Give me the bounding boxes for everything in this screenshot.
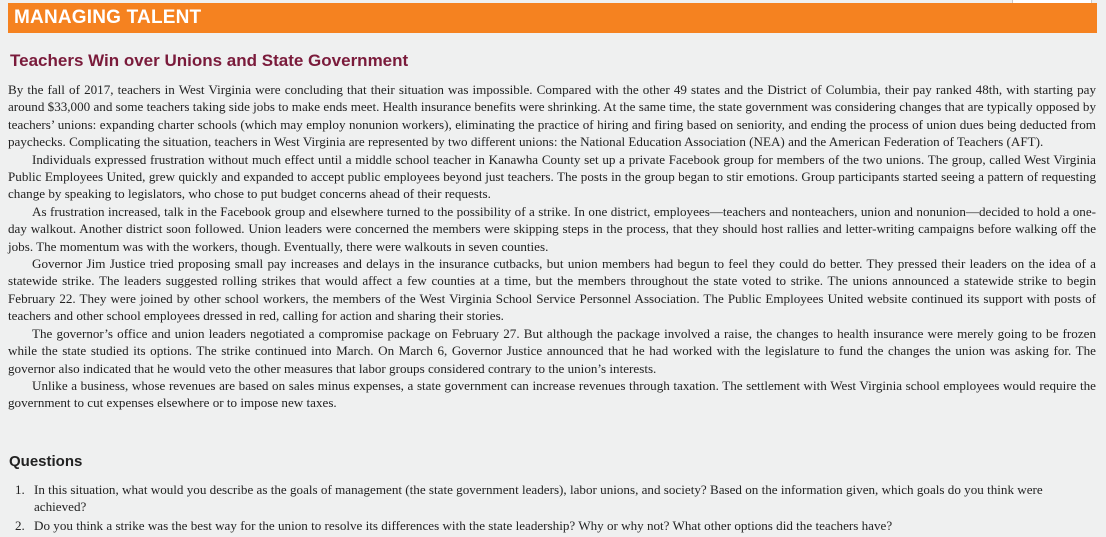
question-number: 1. (15, 482, 25, 497)
case-body (8, 81, 1096, 412)
question-number: 2. (15, 517, 25, 533)
questions-heading: Questions (9, 453, 83, 470)
question-text: In this situation, what would you describe as the goals of management (the state government leaders), labor unions, and society? Based on the information given, which goals do you think were achieved? (34, 482, 1043, 515)
case-paragraph: Individuals expressed frustration without much effect until a middle school teacher in Kanawha County set up a private Facebook group for members of the two unions. The group, called West Virginia Public Employees United, grew quickly and expanded to accept public employees beyond just teachers. The posts in the group began to stir emotions. Group participants started seeing a pattern of requesting change by speaking to legislators, who chose to put budget concerns ahead of their requests. (8, 151, 1096, 202)
questions-list (15, 481, 1096, 535)
case-paragraph: By the fall of 2017, teachers in West Virginia were concluding that their situation was impossible. Compared with the other 49 states and the District of Columbia, their pay ranked 48th, with starting pay around $33,000 and some teachers taking side jobs to make ends meet. Health insurance benefits were shrinking. At the same time, the state government was considering changes that are typically opposed by teachers’ unions: expanding charter schools (which may employ nonunion workers), eliminating the practice of hiring and firing based on seniority, and ending the process of union dues being deducted from paychecks. Complicating the situation, teachers in West Virginia are represented by two different unions: the National Education Association (NEA) and the American Federation of Teachers (AFT). (8, 82, 1096, 150)
banner-title: MANAGING TALENT (14, 7, 202, 28)
question-text: Do you think a strike was the best way for the union to resolve its differences with the state leadership? Why or why not? What other options did the teachers have? (34, 517, 893, 533)
case-title: Teachers Win over Unions and State Government (10, 51, 409, 70)
case-paragraph: As frustration increased, talk in the Facebook group and elsewhere turned to the possibility of a strike. In one district, employees—teachers and nonteachers, union and nonunion—decided to hold a one-day walkout. Another district soon followed. Union leaders were concerned the members were skipping steps in the process, that they should host rallies and letter-writing campaigns before walking off the jobs. The momentum was with the workers, though. Eventually, there were walkouts in seven counties. (8, 203, 1096, 254)
section-banner (8, 3, 1097, 33)
case-paragraph: Governor Jim Justice tried proposing small pay increases and delays in the insurance cutbacks, but union members had begun to feel they could do better. They pressed their leaders on the idea of a statewide strike. The leaders suggested rolling strikes that would affect a few counties at a time, but the members throughout the state voted to strike. The unions announced a statewide strike to begin February 22. They were joined by other school workers, the members of the West Virginia School Service Personnel Association. The Public Employees United website continued its support with posts of teachers and other school employees dressed in red, calling for action and sharing their stories. (8, 256, 1096, 324)
question-item (15, 517, 1096, 534)
question-item (15, 481, 1096, 516)
case-paragraph: Unlike a business, whose revenues are based on sales minus expenses, a state government can increase revenues through taxation. The settlement with West Virginia school employees would require the government to cut expenses elsewhere or to impose new taxes. (8, 377, 1096, 411)
case-paragraph: The governor’s office and union leaders negotiated a compromise package on February 27. But although the package involved a raise, the changes to health insurance were merely going to be frozen while the state studied its options. The strike continued into March. On March 6, Governor Justice announced that he had worked with the legislature to fund the changes the union was asking for. The governor also indicated that he would veto the other measures that labor groups considered contrary to the union’s interests. (8, 325, 1096, 376)
